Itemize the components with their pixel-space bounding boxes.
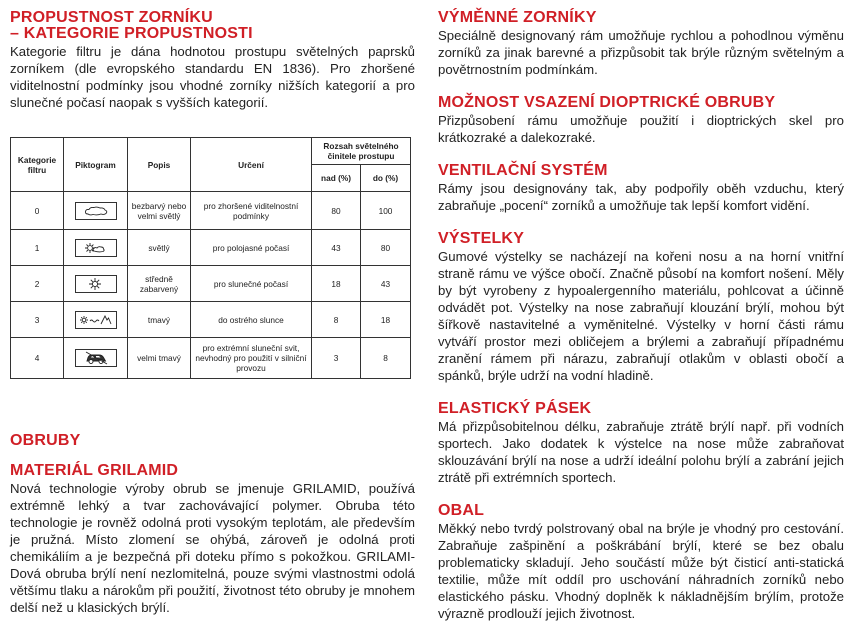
section-text: Gumové výstelky se nacházejí na kořeni nosu a na horní vnitřní straně rámu ve výšce obočí. Značně působí na komfort nošení. Měly by být vyrobeny z hypoalergenního materiálu, pohlcovat a účinně odvádět pot. Výstelky na nose zabraňují klouzání brýlí, mohou být šířkově nastavitelné a vyměnitelné. Výstelky v horní části rámu vytváří prostor mezi obličejem a brýlemi a zabraňují případnému zranění rámem při nárazu, zabraňují otlakům v oblasti obočí a spánků, brýle udrží na vodní hladině. xyxy=(438,249,844,383)
description-cell: bezbarvý nebo velmi světlý xyxy=(128,192,191,230)
section-text: Měkký nebo tvrdý polstrovaný obal na brýle je vhodný pro cestování. Zabraňuje zašpinění a poškrábání brýlí, které se bez obalu problematicky skladují. Jeho součástí může být čisticí anti-statická textilie, může mít oddíl pro uschování náhradních zorníků nebo elastického pásku. Vhodný doplněk k nákladnějším brýlím, protože výrazně prodlouží jejich životnost. xyxy=(438,521,844,621)
header-range: Rozsah světelného činitele prostupu xyxy=(312,138,411,165)
table-row xyxy=(11,302,411,338)
purpose-cell: pro extrémní sluneční svit, nevhodný pro použití v silniční provozu xyxy=(191,338,312,379)
sun-sea-mountain-icon xyxy=(75,311,117,329)
section-heading: MOŽNOST VSAZENÍ DIOPTRICKÉ OBRUBY xyxy=(438,94,776,111)
section-heading: VÝMĚNNÉ ZORNÍKY xyxy=(438,9,597,26)
category-cell: 3 xyxy=(11,302,64,338)
table-row xyxy=(11,338,411,379)
section-heading: OBAL xyxy=(438,502,485,519)
table-row xyxy=(11,192,411,230)
sun-cloud-icon xyxy=(75,239,117,257)
elastic-strap-section xyxy=(438,401,844,486)
right-column xyxy=(438,10,844,622)
description-cell: velmi tmavý xyxy=(128,338,191,379)
to-cell: 80 xyxy=(361,230,411,266)
left-column xyxy=(10,0,415,111)
to-cell: 8 xyxy=(361,338,411,379)
section-text: Přizpůsobení rámu umožňuje použití i dioptrických skel pro krátkozraké a dalekozraké. xyxy=(438,113,844,145)
description-cell: středně zabarvený xyxy=(128,266,191,302)
table-row xyxy=(11,230,411,266)
category-cell: 2 xyxy=(11,266,64,302)
table-row xyxy=(11,266,411,302)
section-text: Speciálně designovaný rám umožňuje rychlou a pohodlnou výměnu zorníků za jinak barevné a přizpůsobit tak brýle různým světelným a povětrnostním podmínkám. xyxy=(438,28,844,77)
description-cell: tmavý xyxy=(128,302,191,338)
section-text: Má přizpůsobitelnou délku, zabraňuje ztrátě brýlí např. při vodních sportech. Jako dodatek k výstelce na nose může zabraňovat sklouzávání brýlí na nose a udrží ideální polohu brýlí a zabrání jejich ztrátě při extrémních sportech. xyxy=(438,419,844,485)
section-heading: VENTILAČNÍ SYSTÉM xyxy=(438,162,608,179)
category-cell: 0 xyxy=(11,192,64,230)
header-description: Popis xyxy=(128,138,191,192)
purpose-cell: pro zhoršené viditelnostní podmínky xyxy=(191,192,312,230)
header-from: nad (%) xyxy=(312,165,361,192)
frames-heading: OBRUBY xyxy=(10,432,81,449)
from-cell: 18 xyxy=(312,266,361,302)
sun-icon xyxy=(75,275,117,293)
category-cell: 1 xyxy=(11,230,64,266)
description-cell: světlý xyxy=(128,230,191,266)
ventilation-section xyxy=(438,163,844,214)
transmission-heading: PROPUSTNOST ZORNÍKU xyxy=(10,9,213,26)
header-pictogram: Piktogram xyxy=(64,138,128,192)
section-text: Rámy jsou designovány tak, aby podpořily oběh vzduchu, který zabraňuje „pocení“ zorníků a umožňuje tak lepší komfort vidění. xyxy=(438,181,844,213)
dioptric-frame-section xyxy=(438,95,844,146)
header-category: Kategorie filtru xyxy=(11,138,64,192)
to-cell: 100 xyxy=(361,192,411,230)
purpose-cell: do ostrého slunce xyxy=(191,302,312,338)
category-cell: 4 xyxy=(11,338,64,379)
header-purpose: Určení xyxy=(191,138,312,192)
from-cell: 80 xyxy=(312,192,361,230)
padding-section xyxy=(438,231,844,384)
to-cell: 43 xyxy=(361,266,411,302)
cloud-icon xyxy=(75,202,117,220)
filter-category-table xyxy=(10,137,411,379)
section-heading: ELASTICKÝ PÁSEK xyxy=(438,400,592,417)
from-cell: 3 xyxy=(312,338,361,379)
grilamid-heading: MATERIÁL GRILAMID xyxy=(10,462,179,479)
from-cell: 43 xyxy=(312,230,361,266)
case-section xyxy=(438,503,844,622)
exchangeable-lenses-section xyxy=(438,10,844,78)
no-driving-car-icon xyxy=(75,349,117,367)
section-heading: VÝSTELKY xyxy=(438,230,525,247)
purpose-cell: pro polojasné počasí xyxy=(191,230,312,266)
to-cell: 18 xyxy=(361,302,411,338)
frames-section xyxy=(10,433,415,616)
from-cell: 8 xyxy=(312,302,361,338)
category-heading: – KATEGORIE PROPUSTNOSTI xyxy=(10,25,253,42)
intro-paragraph: Kategorie filtru je dána hodnotou prostupu světelných paprsků zorníkem (dle evropského standardu EN 1836). Pro zhoršené viditelnostní podmínky jsou vhodné zorníky nižších kategorií a pro slunečné počasí naopak s vyšších kategorií. xyxy=(10,44,415,110)
header-to: do (%) xyxy=(361,165,411,192)
purpose-cell: pro slunečné počasí xyxy=(191,266,312,302)
grilamid-paragraph: Nová technologie výroby obrub se jmenuje GRILAMID, používá extrémně lehký a tvar zachovávající polymer. Obruba této technologie je rovněž odolná proti vysokým teplotám, ale především je pružná. Místo zlomení se ohýbá, zároveň je odolná proti chemikáliím a je bezpečná při doteku přímo s pokožkou. GRILAMI-Dová obruba brýlí není nezlomitelná, pouze svými vlastnostmi odolá většímu tlaku a nárokům při použití, životnost této obruby je mnohem delší než u klasických brýlí. xyxy=(10,481,415,615)
